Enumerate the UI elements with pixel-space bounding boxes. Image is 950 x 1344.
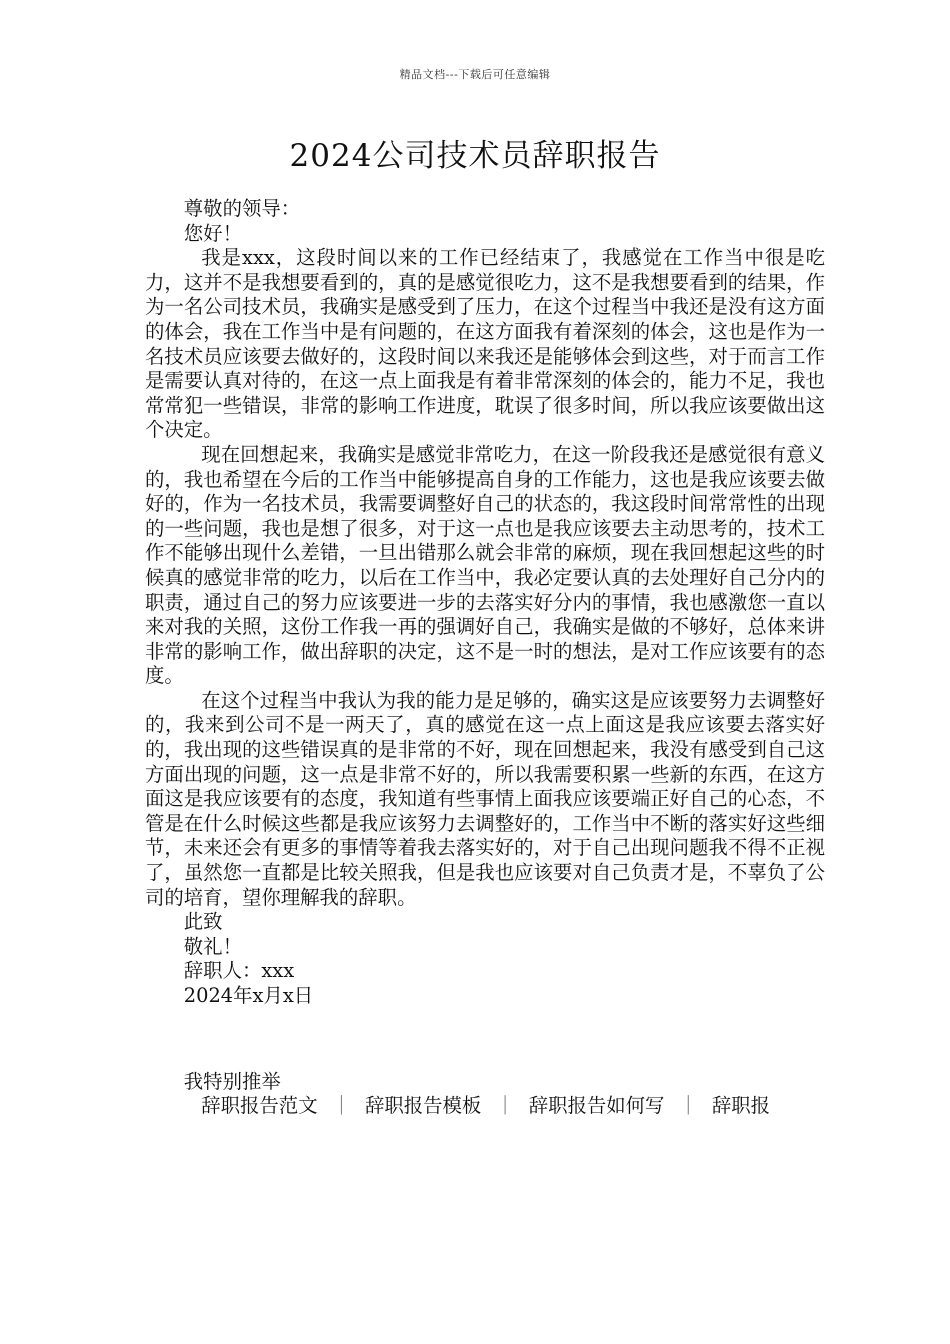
- document-title: 2024公司技术员辞职报告: [289, 138, 661, 174]
- salutation: 尊敬的领导：: [183, 197, 301, 220]
- recommend-link-2[interactable]: 辞职报告模板: [364, 1094, 482, 1118]
- signer: 辞职人：xxx: [183, 959, 295, 983]
- recommend-heading: 我特别推举: [183, 1069, 281, 1093]
- recommend-link-4[interactable]: 辞职报: [711, 1094, 771, 1118]
- link-separator: ｜: [331, 1094, 351, 1118]
- paragraph-1: 我是xxx，这段时间以来的工作已经结束了，我感觉在工作当中很是吃力，这并不是我想要看到的，真的是感觉很吃力，这不是我想要看到的结果，作为一名公司技术员，我确实是感受到了压力，在这个过程当中我还是没有这方面的体会，我在工作当中是有问题的，在这方面我有着深刻的体会，这也是作为一名技术员应该要去做好的，这段时间以来我还是能够体会到这些，对于而言工作是需要认真对待的，在这一点上面我是有着非常深刻的体会的，能力不足，我也常常犯一些错误，非常的影响工作进度，耽误了很多时间，所以我应该要做出这个决定。: [145, 246, 825, 442]
- date: 2024年x月x日: [183, 984, 314, 1007]
- recommend-link-3[interactable]: 辞职报告如何写: [528, 1094, 665, 1118]
- paragraph-3: 在这个过程当中我认为我的能力是足够的，确实这是应该要努力去调整好的，我来到公司不是一两天了，真的感觉在这一点上面这是我应该要去落实好的，我出现的这些错误真的是非常的不好，现在回想起来，我没有感受到自己这方面出现的问题，这一点是非常不好的，所以我需要积累一些新的东西，在这方面这是我应该要有的态度，我知道有些事情上面我应该要端正好自己的心态，不管是在什么时候这些都是我应该努力去调整好的，工作当中不断的落实好这些细节，未来还会有更多的事情等着我去落实好的，对于自己出现问题我不得不正视了，虽然您一直都是比较关照我，但是我也应该要对自己负责才是，不辜负了公司的培育，望你理解我的辞职。: [145, 688, 825, 909]
- header-note: 精品文档---下载后可任意编辑: [399, 68, 551, 81]
- closing-line-1: 此致: [183, 910, 223, 934]
- spacer: [145, 1009, 825, 1070]
- link-separator: ｜: [495, 1094, 515, 1118]
- recommend-links: [145, 1094, 825, 1119]
- greeting: 您好！: [183, 221, 242, 245]
- closing-line-2: 敬礼！: [183, 934, 242, 958]
- letter-body: [145, 197, 825, 1119]
- paragraph-2: 现在回想起来，我确实是感觉非常吃力，在这一阶段我还是感觉很有意义的，我也希望在今后的工作当中能够提高自身的工作能力，这也是我应该要去做好的，作为一名技术员，我需要调整好自己的状态的，我这段时间常常性的出现的一些问题，我也是想了很多，对于这一点也是我应该要去主动思考的，技术工作不能够出现什么差错，一旦出错那么就会非常的麻烦，现在我回想起这些的时候真的感觉非常的吃力，以后在工作当中，我必定要认真的去处理好自己分内的职责，通过自己的努力应该要进一步的去落实好分内的事情，我也感激您一直以来对我的关照，这份工作我一再的强调好自己，我确实是做的不够好，总体来讲非常的影响工作，做出辞职的决定，这不是一时的想法，是对工作应该要有的态度。: [145, 442, 825, 688]
- link-separator: ｜: [678, 1094, 698, 1118]
- recommend-link-1[interactable]: 辞职报告范文: [201, 1094, 318, 1118]
